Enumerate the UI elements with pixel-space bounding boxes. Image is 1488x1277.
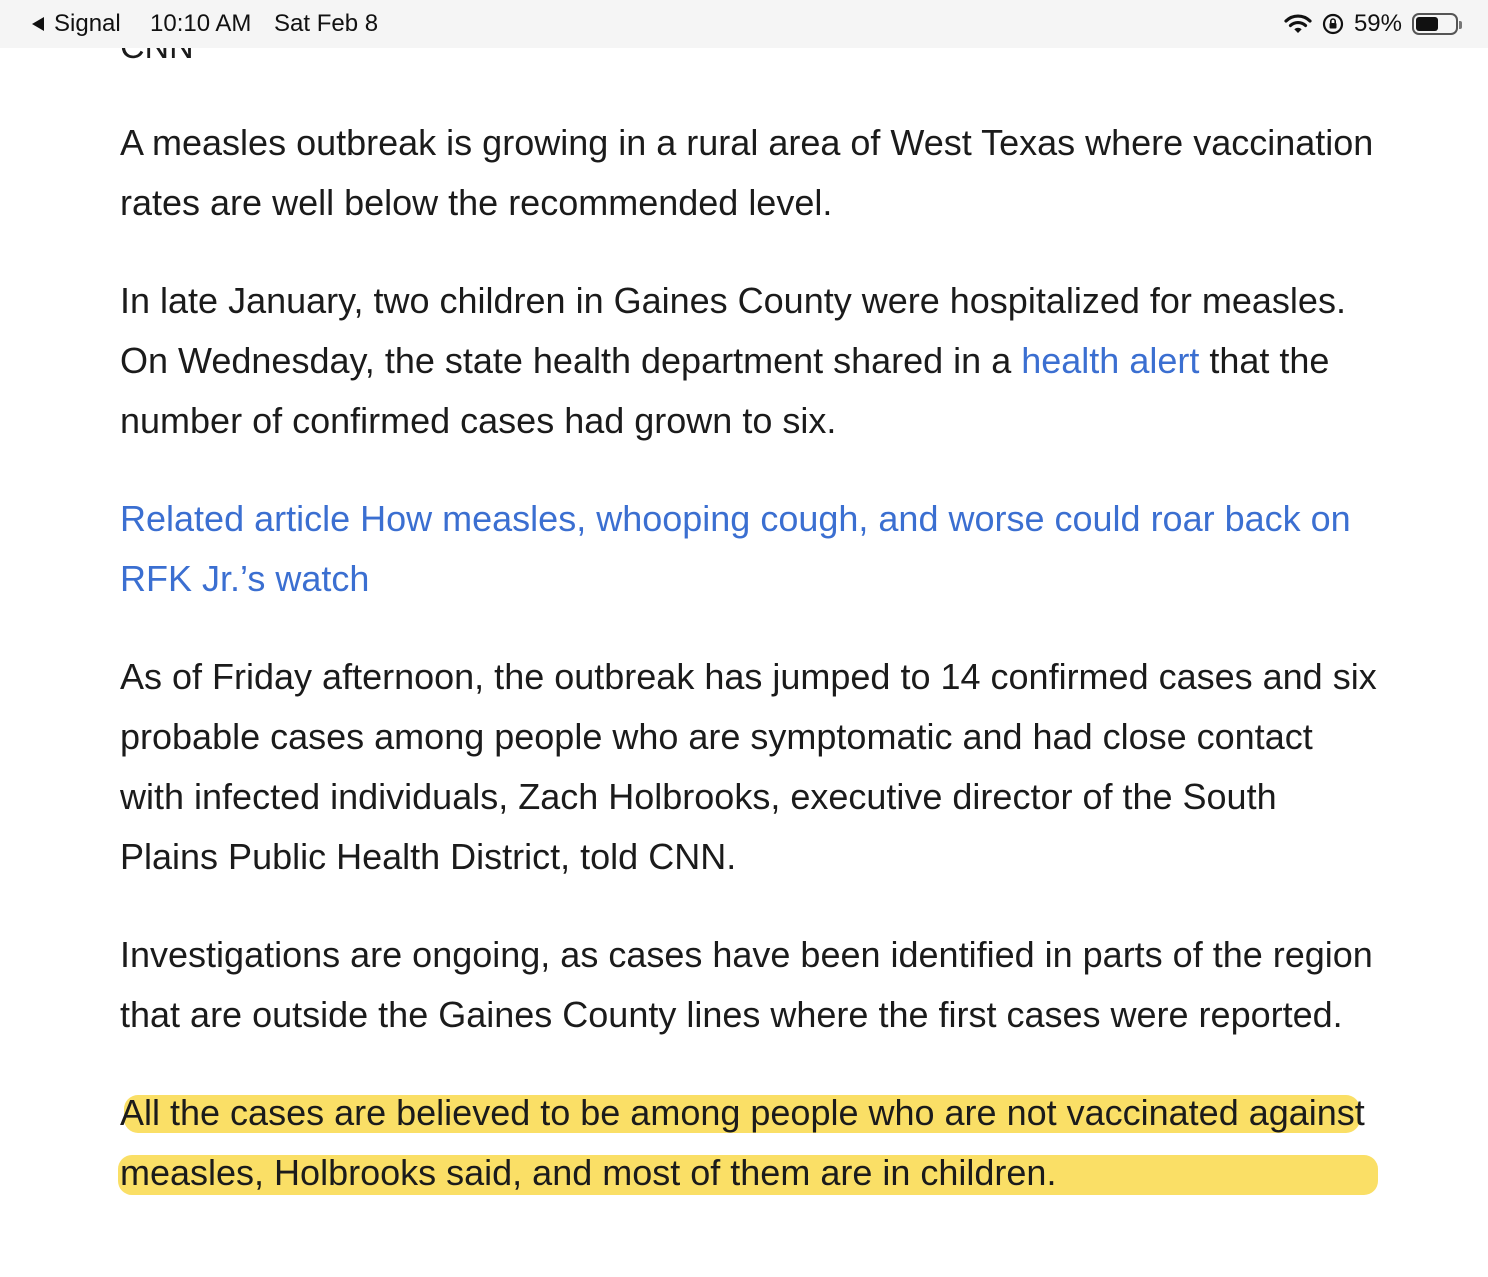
paragraph-2-text-start: In late January, two children in Gaines County were hospitalized for measles. On Wednesday, the state health department shared in a <box>120 280 1346 381</box>
related-article-link[interactable]: Related article How measles, whooping cough, and worse could roar back on RFK Jr.’s watch <box>120 498 1351 599</box>
battery-icon <box>1412 13 1458 35</box>
paragraph-2-text-end: that the number of confirmed cases had grown to six. <box>120 340 1330 441</box>
paragraph-5: All the cases are believed to be among people who are not vaccinated against measles, Holbrooks said, and most of them are in children. <box>120 1092 1365 1193</box>
paragraph-4: Investigations are ongoing, as cases have been identified in parts of the region that are outside the Gaines County lines where the first cases were reported. <box>120 934 1373 1035</box>
highlighted-paragraph <box>120 1083 1380 1203</box>
health-alert-link[interactable]: health alert <box>1021 340 1200 381</box>
wifi-icon <box>1284 13 1312 35</box>
article-body <box>120 113 1380 1241</box>
paragraph-1: A measles outbreak is growing in a rural area of West Texas where vaccination rates are well below the recommended level. <box>120 122 1374 223</box>
status-time: 10:10 AM <box>150 10 252 37</box>
status-bar <box>0 0 1488 48</box>
related-article-paragraph <box>120 489 1380 609</box>
lock-rotation-icon <box>1322 13 1344 35</box>
back-arrow-icon <box>32 17 44 31</box>
paragraph-3: As of Friday afternoon, the outbreak has jumped to 14 confirmed cases and six probable cases among people who are symptomatic and had close contact with infected individuals, Zach Holbrooks, executive director of the South Plains Public Health District, told CNN. <box>120 656 1377 877</box>
back-to-signal-button[interactable] <box>32 10 121 38</box>
battery-percent: 59% <box>1353 10 1402 37</box>
status-right-group <box>1284 10 1458 38</box>
battery-cap <box>1459 21 1462 29</box>
back-app-label: Signal <box>54 10 121 37</box>
paragraph-2 <box>120 271 1380 451</box>
status-date: Sat Feb 8 <box>274 10 379 37</box>
battery-level-fill <box>1416 17 1438 31</box>
